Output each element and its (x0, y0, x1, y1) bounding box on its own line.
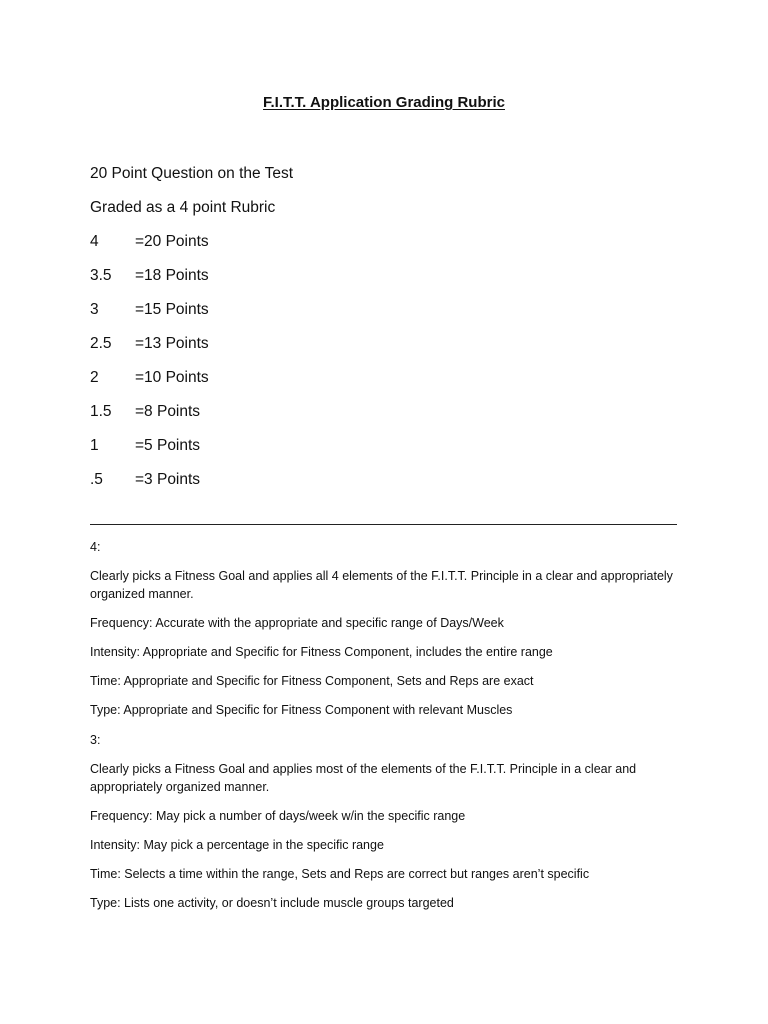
score-points: =20 Points (135, 233, 209, 250)
section-divider (90, 524, 677, 525)
level-3-time: Time: Selects a time within the range, Sets and Reps are correct but ranges aren’t specific (90, 867, 590, 881)
score-value: 3 (90, 301, 99, 318)
level-4-type: Type: Appropriate and Specific for Fitness Component with relevant Muscles (90, 703, 513, 717)
score-value: .5 (90, 471, 103, 488)
intro-question-line: 20 Point Question on the Test (90, 165, 294, 182)
level-3-intensity: Intensity: May pick a percentage in the specific range (90, 838, 384, 852)
score-row (90, 368, 209, 388)
score-value: 4 (90, 233, 99, 250)
score-value: 1 (90, 437, 99, 454)
level-4-time: Time: Appropriate and Specific for Fitness Component, Sets and Reps are exact (90, 674, 534, 688)
score-value: 2.5 (90, 335, 112, 352)
score-points: =10 Points (135, 369, 209, 386)
level-4-frequency: Frequency: Accurate with the appropriate and specific range of Days/Week (90, 616, 504, 630)
level-4-heading: 4: (90, 540, 101, 554)
score-row (90, 470, 200, 490)
score-row (90, 436, 200, 456)
score-row (90, 266, 209, 286)
score-row (90, 334, 209, 354)
score-points: =5 Points (135, 437, 201, 454)
score-row (90, 402, 200, 422)
level-3-type: Type: Lists one activity, or doesn’t include muscle groups targeted (90, 896, 454, 910)
level-3-frequency: Frequency: May pick a number of days/week w/in the specific range (90, 809, 466, 823)
level-4-summary: Clearly picks a Fitness Goal and applies all 4 elements of the F.I.T.T. Principle in a clear and appropriately organized manner. (90, 569, 673, 601)
score-points: =8 Points (135, 403, 201, 420)
score-points: =15 Points (135, 301, 209, 318)
level-3-heading: 3: (90, 733, 101, 747)
score-row (90, 300, 209, 320)
intro-rubric-line: Graded as a 4 point Rubric (90, 199, 276, 216)
score-value: 2 (90, 369, 99, 386)
score-points: =3 Points (135, 471, 201, 488)
score-points: =18 Points (135, 267, 209, 284)
score-value: 1.5 (90, 403, 112, 420)
score-row (90, 232, 209, 252)
level-3-summary: Clearly picks a Fitness Goal and applies most of the elements of the F.I.T.T. Principle in a clear and appropriately organized manner. (90, 762, 637, 794)
page-title: F.I.T.T. Application Grading Rubric (263, 94, 505, 111)
score-value: 3.5 (90, 267, 112, 284)
score-points: =13 Points (135, 335, 209, 352)
level-4-intensity: Intensity: Appropriate and Specific for Fitness Component, includes the entire range (90, 645, 553, 659)
